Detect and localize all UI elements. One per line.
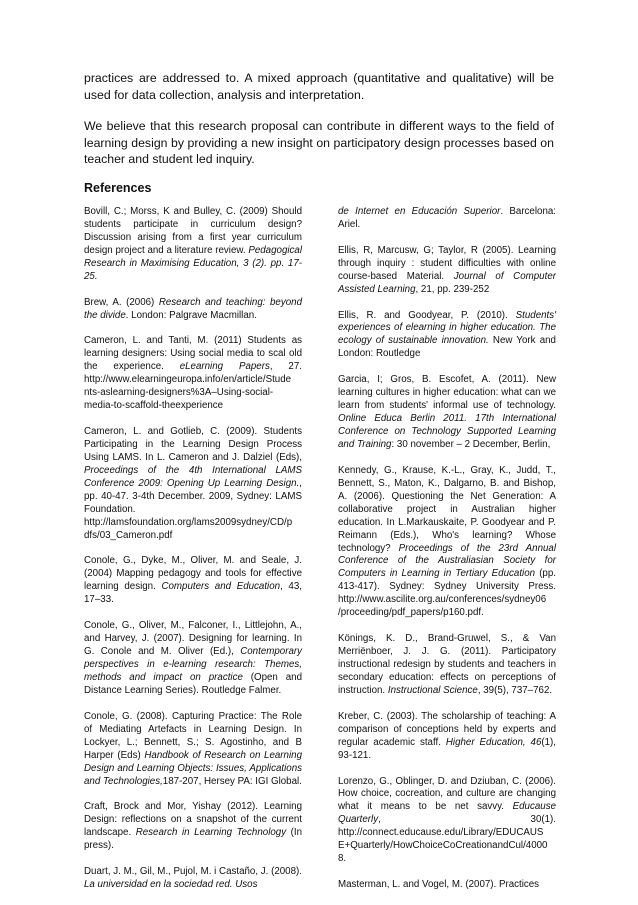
- reference-italic-text: Contemporary perspectives in e-learning research: Themes, methods and impact on practice: [84, 646, 302, 683]
- reference-italic-text: Students' experiences of elearning in higher education. The ecology of sustainable innovation.: [338, 309, 556, 347]
- reference-text: Brew, A. (2006): [84, 296, 159, 308]
- reference-italic-text: Higher Education, 46: [445, 736, 542, 748]
- reference-text: 187-207, Hersey PA: IGI Global.: [162, 775, 302, 787]
- reference-italic-text: La universidad en la sociedad red. Usos: [84, 879, 258, 891]
- reference-entry: [84, 426, 302, 543]
- reference-entry: [338, 310, 556, 362]
- reference-text: Ellis, R, Marcusw, G; Taylor, R (2005). Learning through inquiry : student difficulties with online course-based Material.: [338, 244, 556, 282]
- reference-text: New York and London: Routledge: [338, 335, 556, 360]
- reference-text: Ellis, R. and Goodyear, P. (2010).: [338, 309, 516, 321]
- reference-text: Conole, G., Oliver, M., Falconer, I., Littlejohn, A., and Harvey, J. (2007). Designing for learning. In G. Conole and M. Oliver (Ed.),: [84, 620, 302, 658]
- reference-entry: [338, 465, 556, 620]
- reference-text: Craft, Brock and Mor, Yishay (2012). Learning Design: reflections on a snapshot of the current landscape.: [84, 801, 302, 839]
- reference-italic-text: Research in Learning Technology: [135, 827, 287, 839]
- reference-entry: [338, 711, 556, 763]
- reference-entry: [338, 633, 556, 698]
- reference-text: , pp. 40-47. 3-4th December. 2009, Sydney: LAMS Foundation. http://lamsfoundation.org/lams2009sydney/CD/p dfs/03_Cameron.pdf: [84, 477, 302, 541]
- reference-entry: [84, 555, 302, 607]
- references-column-left: [84, 206, 302, 905]
- reference-text: Duart, J. M., Gil, M., Pujol, M. i Castaño, J. (2008).: [84, 866, 302, 878]
- reference-text: (Open and Distance Learning Series). Routledge Falmer.: [84, 672, 302, 696]
- reference-italic-text: Proceedings of the 4th International LAMS Conference 2009: Opening Up Learning Design.: [84, 464, 302, 489]
- reference-text: , 30(1). http://connect.educause.edu/Library/EDUCAUS E+Quarterly/HowChoiceCoCreationandCul/4000 8.: [338, 814, 556, 865]
- reference-entry: [84, 206, 302, 284]
- reference-entry: [338, 879, 556, 892]
- reference-text: : 30 november – 2 December, Berlin,: [391, 438, 551, 450]
- reference-entry: [338, 245, 556, 297]
- reference-text: Masterman, L. and Vogel, M. (2007). Practices: [338, 879, 540, 891]
- reference-italic-text: Educause Quarterly: [338, 801, 556, 826]
- intro-paragraph-2: We believe that this research proposal can contribute in different ways to the field of learning design by providing a new insight on participatory design processes based on teacher and student led inquiry.: [84, 119, 554, 166]
- reference-text: Bovill, C.; Morss, K and Bulley, C. (2009) Should students participate in curriculum design? Discussion arising from a first year curriculum design project and a literature review.: [84, 206, 302, 256]
- reference-italic-text: eLearning Papers: [179, 361, 270, 373]
- reference-text: , 43, 17–33.: [84, 581, 302, 606]
- reference-text: Lorenzo, G., Oblinger, D. and Dziuban, C. (2006). How choice, cocreation, and culture are changing what it means to be net savvy.: [338, 775, 556, 813]
- reference-text: (pp. 413-417). Sydney: Sydney University Press. http://www.ascilite.org.au/conferences/sydney06 /proceeding/pdf_papers/p160.pdf.: [338, 568, 556, 619]
- reference-italic-text: Handbook of Research on Learning Design and Learning Objects: Issues, Applications and Technologies,: [84, 749, 302, 787]
- reference-italic-text: Research and teaching: beyond the divide: [84, 296, 302, 321]
- reference-entry: [84, 866, 302, 892]
- reference-text: . Barcelona: Ariel.: [338, 206, 557, 230]
- reference-entry: [84, 335, 302, 413]
- references-column-right: [338, 206, 556, 905]
- reference-entry: [84, 620, 302, 698]
- reference-italic-text: Pedagogical Research in Maximising Education, 3 (2). pp. 17-25.: [84, 244, 302, 282]
- reference-italic-text: Online Educa Berlin 2011. 17th International Conference on Technology Supported Learning and Training: [338, 413, 556, 450]
- reference-entry: [84, 297, 302, 323]
- reference-text: Kennedy, G., Krause, K.-L., Gray, K., Judd, T., Bennett, S., Maton, K., Dalgarno, B. and Bishop, A. (2006). Questioning the Net Generation: A collaborative project in Australian higher education. In L.Markauskaite, P. Goodyear and P. Reimann (Eds.), Who's learning? Whose technology?: [338, 464, 556, 554]
- reference-text: (1), 93-121.: [338, 736, 556, 761]
- reference-text: , 27. http://www.elearningeuropa.info/en/article/Stude nts-aslearning-designers%3A–Using-social-media-to-scaffold-theexperience: [84, 361, 302, 412]
- reference-text: , 21, pp. 239-252: [415, 283, 490, 295]
- reference-entry: [84, 711, 302, 789]
- reference-italic-text: Proceedings of the 23rd Annual Conference of the Australiasian Society for Computers in Learning in Tertiary Education: [338, 542, 557, 580]
- reference-entry: [84, 801, 302, 853]
- reference-text: , 39(5), 737–762.: [477, 684, 553, 696]
- intro-paragraph-1: practices are addressed to. A mixed approach (quantitative and qualitative) will be used for data collection, analysis and interpretation.: [84, 71, 554, 102]
- reference-italic-text: Journal of Computer Assisted Learning: [338, 270, 556, 295]
- reference-italic-text: Computers and Education: [161, 581, 281, 593]
- reference-entry: [338, 776, 556, 867]
- references-heading: References: [84, 181, 152, 195]
- reference-text: Cameron, L. and Tanti, M. (2011) Students as learning designers: Using social media to scal old the experience.: [84, 335, 302, 373]
- reference-entry: [338, 374, 556, 452]
- reference-text: Garcia, I; Gros, B. Escofet, A. (2011). New learning cultures in higher education: what can we learn from students' informal use of technology.: [338, 374, 556, 412]
- reference-entry: [338, 206, 556, 232]
- reference-italic-text: Instructional Science: [387, 684, 478, 696]
- reference-text: . London: Palgrave Macmillan.: [125, 309, 257, 321]
- reference-text: Kreber, C. (2003). The scholarship of teaching: A comparison of conceptions held by experts and regular academic staff.: [338, 710, 556, 748]
- reference-text: (In press).: [84, 827, 303, 852]
- reference-text: Könings, K. D., Brand-Gruwel, S., & Van Merriënboer, J. J. G. (2011). Participatory instructional redesign by students and teachers in secondary education: effects on perceptions of instruction.: [338, 633, 556, 696]
- reference-text: Cameron, L. and Gotlieb, C. (2009). Students Participating in the Learning Design Process Using LAMS. In L. Cameron and J. Dalziel (Eds),: [84, 426, 302, 463]
- reference-italic-text: de Internet en Educación Superior: [338, 206, 501, 217]
- reference-text: Conole, G. (2008). Capturing Practice: The Role of Mediating Artefacts in Learning Design. In Lockyer, L.; Bennett, S.; S. Agostinho, and B Harper (Eds): [84, 710, 302, 761]
- reference-text: Conole, G., Dyke, M., Oliver, M. and Seale, J. (2004) Mapping pedagogy and tools for effective learning design.: [84, 555, 302, 593]
